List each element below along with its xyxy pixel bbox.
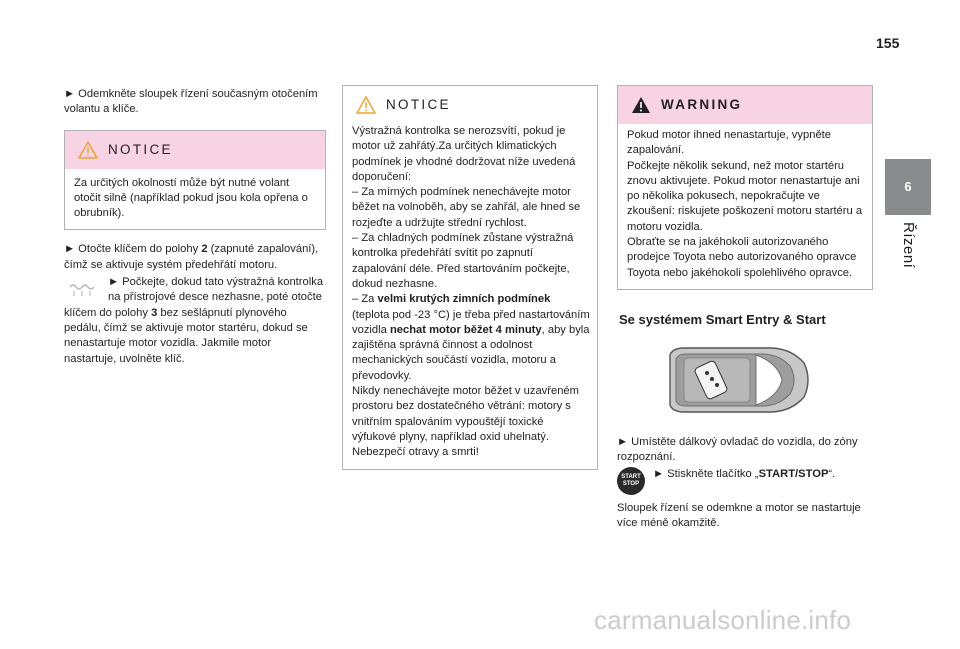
car-key-zone-illustration	[660, 341, 812, 419]
result-text: Sloupek řízení se odemkne a motor se nastartuje více méně okamžitě.	[617, 502, 861, 530]
notice-body	[343, 124, 597, 469]
warning-para-1: Pokud motor ihned nenastartuje, vypněte zapalování.	[627, 129, 831, 157]
start-stop-button-icon	[617, 467, 645, 495]
instruction-wait	[64, 275, 326, 367]
notice-para-2: – Za mírných podmínek nenechávejte motor běžet na volnoběh, aby se zahřál, ale hned se rozjeďte a udržujte střední rychlost.	[352, 186, 581, 229]
warning-para-3: Obraťte se na jakéhokoli autorizovaného prodejce Toyota nebo autorizovaného opravce Toyota nebo jakéhokoli spolehlivého opravce.	[627, 236, 857, 279]
column-3	[617, 85, 873, 532]
column-1	[64, 87, 326, 367]
notice-text: Za určitých okolností může být nutné volant otočit silně (například pokud jsou kola opřena o obrubník).	[74, 176, 308, 220]
notice-header	[65, 131, 325, 169]
page-number: 155	[876, 35, 900, 51]
chapter-title: Řízení	[900, 222, 917, 269]
notice-para-1: Výstražná kontrolka se nerozsvítí, pokud je motor už zahřátý.Za určitých klimatických podmínek je vhodné dodržovat níže uvedená doporučení:	[352, 125, 576, 183]
watermark: carmanualsonline.info	[594, 605, 852, 635]
warning-title: WARNING	[661, 97, 743, 113]
preheat-indicator-icon	[64, 275, 100, 299]
warning-triangle-icon	[631, 96, 651, 114]
instruction-wait-text: ► Počkejte, dokud tato výstražná kontrolka na přístrojové desce nezhasne, poté otočte klíčem do polohy 3 bez sešlápnutí plynového pedálu, čímž se aktivuje motor startéru, dokud se nenastartuje motor vozidla. Jakmile motor nastartuje, uvolněte klíč.	[64, 276, 324, 365]
instruction-press-start-text: ► Stiskněte tlačítko „START/STOP“.	[653, 468, 836, 481]
chapter-title-wrapper	[888, 222, 928, 302]
column-2	[342, 85, 598, 470]
notice-para-4: – Za velmi krutých zimních podmínek (teplota pod -23 °C) je třeba před nastartováním vozidla nechat motor běžet 4 minuty, aby byla zajištěna správná činnost a odolnost mechanických součástí vozidla, motoru a převodovky.	[352, 293, 590, 382]
warning-body	[618, 124, 872, 289]
section-title: Se systémem Smart Entry & Start	[619, 311, 826, 327]
start-label: START	[621, 474, 641, 481]
warning-triangle-icon	[78, 141, 98, 159]
notice-body	[65, 169, 325, 230]
notice-title: NOTICE	[108, 141, 173, 157]
notice-box-1	[64, 130, 326, 231]
warning-para-2: Počkejte několik sekund, než motor startéru znovu aktivujete. Pokud motor nenastartuje ani po několika pokusech, nepokračujte ve zkoušení: riskujete poškození motoru startéru a motoru vozidla.	[627, 159, 863, 233]
notice-para-5: Nikdy nenechávejte motor běžet v uzavřeném prostoru bez dostatečného větrání: motory s vnitřním spalováním vypouštějí toxické výfukové plyny, například oxid uhelnatý. Nebezpečí otravy a smrti!	[352, 385, 579, 459]
notice-header	[343, 86, 597, 124]
instruction-ignition: ► Otočte klíčem do polohy 2 (zapnuté zapalování), čímž se aktivuje systém předehřátí motoru.	[64, 243, 319, 271]
notice-para-3: – Za chladných podmínek zůstane výstražná kontrolka předehřátí svítit po zapnutí zapalování déle. Před startováním počkejte, dokud nezhasne.	[352, 232, 574, 290]
instruction-press-start	[617, 467, 873, 495]
notice-box-2	[342, 85, 598, 470]
instruction-place-remote: ► Umístěte dálkový ovladač do vozidla, do zóny rozpoznání.	[617, 435, 858, 463]
warning-header	[618, 86, 872, 124]
stop-label: STOP	[622, 481, 640, 488]
warning-triangle-icon	[356, 96, 376, 114]
instruction-unlock-steering: ► Odemkněte sloupek řízení současným otočením volantu a klíče.	[64, 88, 318, 116]
chapter-tab[interactable]: 6	[885, 159, 931, 215]
warning-box	[617, 85, 873, 290]
notice-title: NOTICE	[386, 97, 451, 113]
